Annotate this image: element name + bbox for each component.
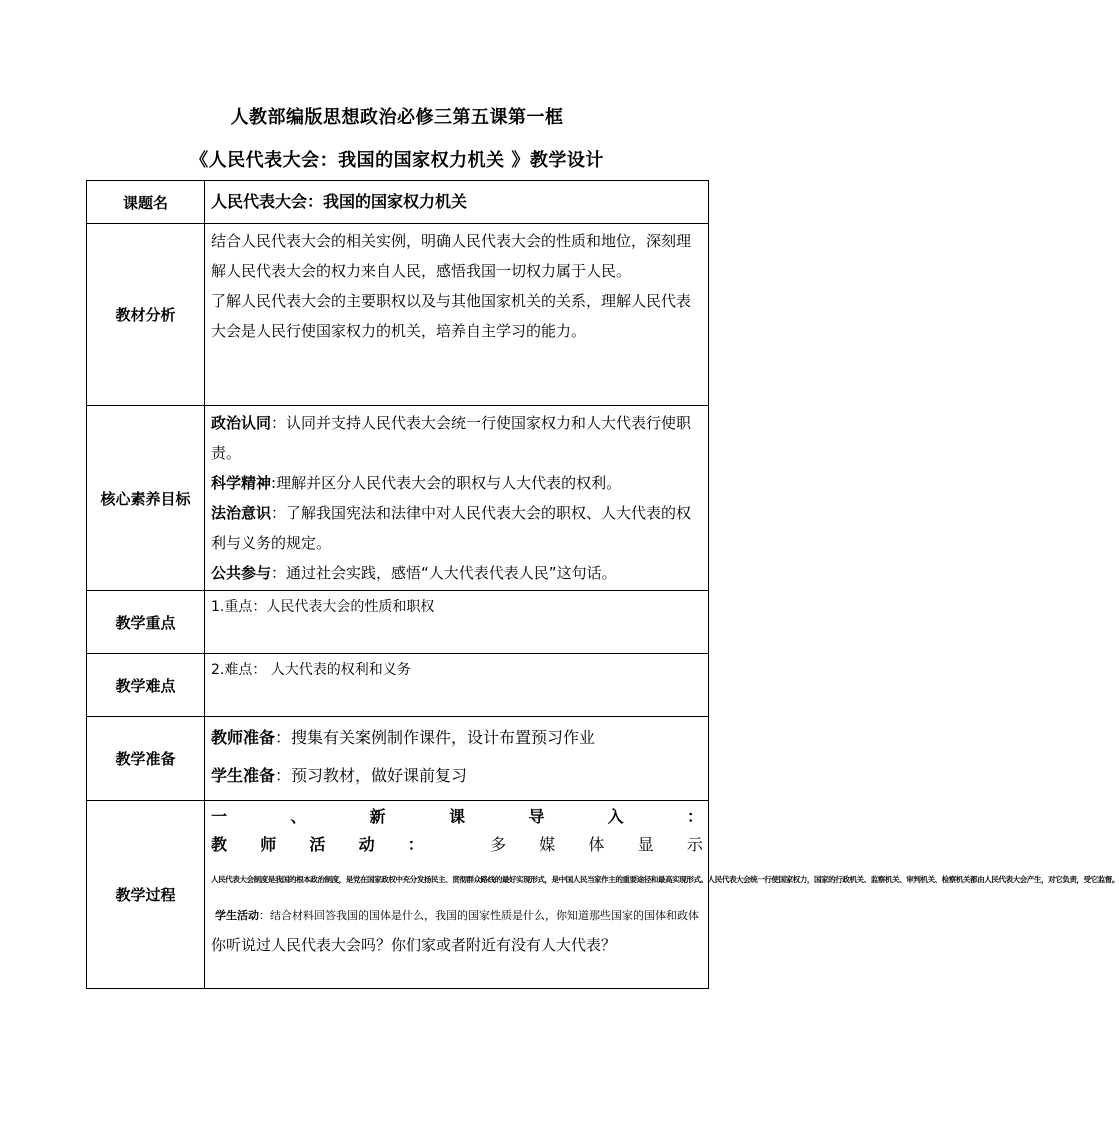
teacher-prep-text: ：搜集有关案例制作课件，设计布置预习作业 — [275, 728, 596, 747]
value-topic — [205, 181, 709, 224]
student-activity-key: 学生活动 — [215, 909, 259, 922]
student-prep-key: 学生准备 — [211, 766, 276, 785]
label-prep: 教学准备 — [87, 717, 205, 801]
row-process — [87, 801, 709, 989]
goal-sep: ： — [271, 564, 287, 582]
spread-char: 动 — [358, 835, 375, 854]
value-process — [205, 801, 1119, 989]
goal-text: 通过社会实践，感悟“人大代表代表人民”这句话。 — [286, 564, 617, 582]
document-title-line1: 人教部编版思想政治必修三第五课第一框 — [230, 107, 564, 128]
goal-sep: : — [271, 474, 277, 492]
row-prep — [87, 717, 709, 801]
row-goals — [87, 406, 709, 591]
spread-char: ： — [407, 835, 424, 854]
spread-char: 媒 — [539, 835, 556, 854]
goal-text: 认同并支持人民代表大会统一行使国家权力和人大代表行使职责。 — [211, 414, 692, 462]
row-focus — [87, 591, 709, 654]
label-difficulty: 教学难点 — [87, 654, 205, 717]
label-analysis: 教材分析 — [87, 224, 205, 406]
spread-char: 教 — [211, 835, 228, 854]
process-line-4 — [211, 901, 703, 931]
spread-char: 新 — [369, 807, 386, 826]
process-line-1 — [211, 803, 703, 831]
goal-item — [211, 468, 703, 498]
spread-char: 、 — [290, 807, 307, 826]
label-process: 教学过程 — [87, 801, 205, 989]
analysis-paragraph-1: 结合人民代表大会的相关实例，明确人民代表大会的性质和地位，深刻理解人民代表大会的权力来自人民，感悟我国一切权力属于人民。 — [211, 232, 692, 280]
student-prep-text: ：预习教材，做好课前复习 — [275, 766, 468, 785]
value-difficulty: 2.难点： 人大代表的权利和义务 — [205, 654, 709, 717]
value-prep — [205, 717, 709, 801]
goal-item — [211, 498, 703, 558]
topic-title: 人民代表大会：我国的国家权力机关 — [211, 192, 468, 211]
spread-char: 活 — [309, 835, 326, 854]
goal-sep: ： — [271, 414, 287, 432]
spread-char: 导 — [528, 807, 545, 826]
student-activity-text: ：结合材料回答我国的国体是什么，我国的国家性质是什么，你知道那些国家的国体和政体 — [259, 909, 699, 922]
spread-char: 显 — [637, 835, 654, 854]
lesson-plan-table — [86, 180, 1119, 989]
row-analysis — [87, 224, 709, 406]
label-goals: 核心素养目标 — [87, 406, 205, 591]
goal-text: 了解我国宪法和法律中对人民代表大会的职权、人大代表的权利与义务的规定。 — [211, 504, 692, 552]
value-analysis — [205, 224, 709, 406]
process-line-5: 你听说过人民代表大会吗？你们家或者附近有没有人大代表？ — [211, 936, 617, 954]
goal-key: 公共参与 — [211, 564, 272, 582]
student-prep — [211, 757, 703, 795]
row-difficulty — [87, 654, 709, 717]
spread-char: 师 — [260, 835, 277, 854]
process-line-3-compressed: 人民代表大会制度是我国的根本政治制度，是党在国家政权中充分发扬民主、贯彻群众路线的最好实现形式，是中国人民当家作主的重要途径和最高实现形式。人民代表大会统一行使国家权力，国家的行政机关、监察机关、审判机关、检察机关都由人民代表大会产生，对它负责，受它监督。 — [211, 875, 1119, 884]
spread-char: 示 — [686, 835, 703, 854]
goal-key: 科学精神 — [211, 474, 272, 492]
teacher-prep-key: 教师准备 — [211, 728, 276, 747]
spread-char: 入 — [607, 807, 624, 826]
goal-sep: ： — [271, 504, 287, 522]
goal-item — [211, 558, 703, 588]
goal-text: 理解并区分人民代表大会的职权与人大代表的权利。 — [276, 474, 622, 492]
goal-key: 政治认同 — [211, 414, 272, 432]
goal-key: 法治意识 — [211, 504, 272, 522]
document-title-line2: 《人民代表大会：我国的国家权力机关 》教学设计 — [190, 150, 604, 171]
process-line-2 — [211, 831, 703, 859]
label-topic: 课题名 — [87, 181, 205, 224]
goal-item — [211, 408, 703, 468]
value-focus: 1.重点：人民代表大会的性质和职权 — [205, 591, 709, 654]
spread-char: 多 — [490, 835, 507, 854]
spread-char: 课 — [448, 807, 465, 826]
label-focus: 教学重点 — [87, 591, 205, 654]
analysis-paragraph-2: 了解人民代表大会的主要职权以及与其他国家机关的关系，理解人民代表大会是人民行使国家权力的机关，培养自主学习的能力。 — [211, 292, 692, 340]
spread-char: 一 — [211, 807, 228, 826]
teacher-prep — [211, 719, 703, 757]
row-topic — [87, 181, 709, 224]
value-goals — [205, 406, 709, 591]
spread-char: ： — [686, 807, 703, 826]
spread-char: 体 — [588, 835, 605, 854]
